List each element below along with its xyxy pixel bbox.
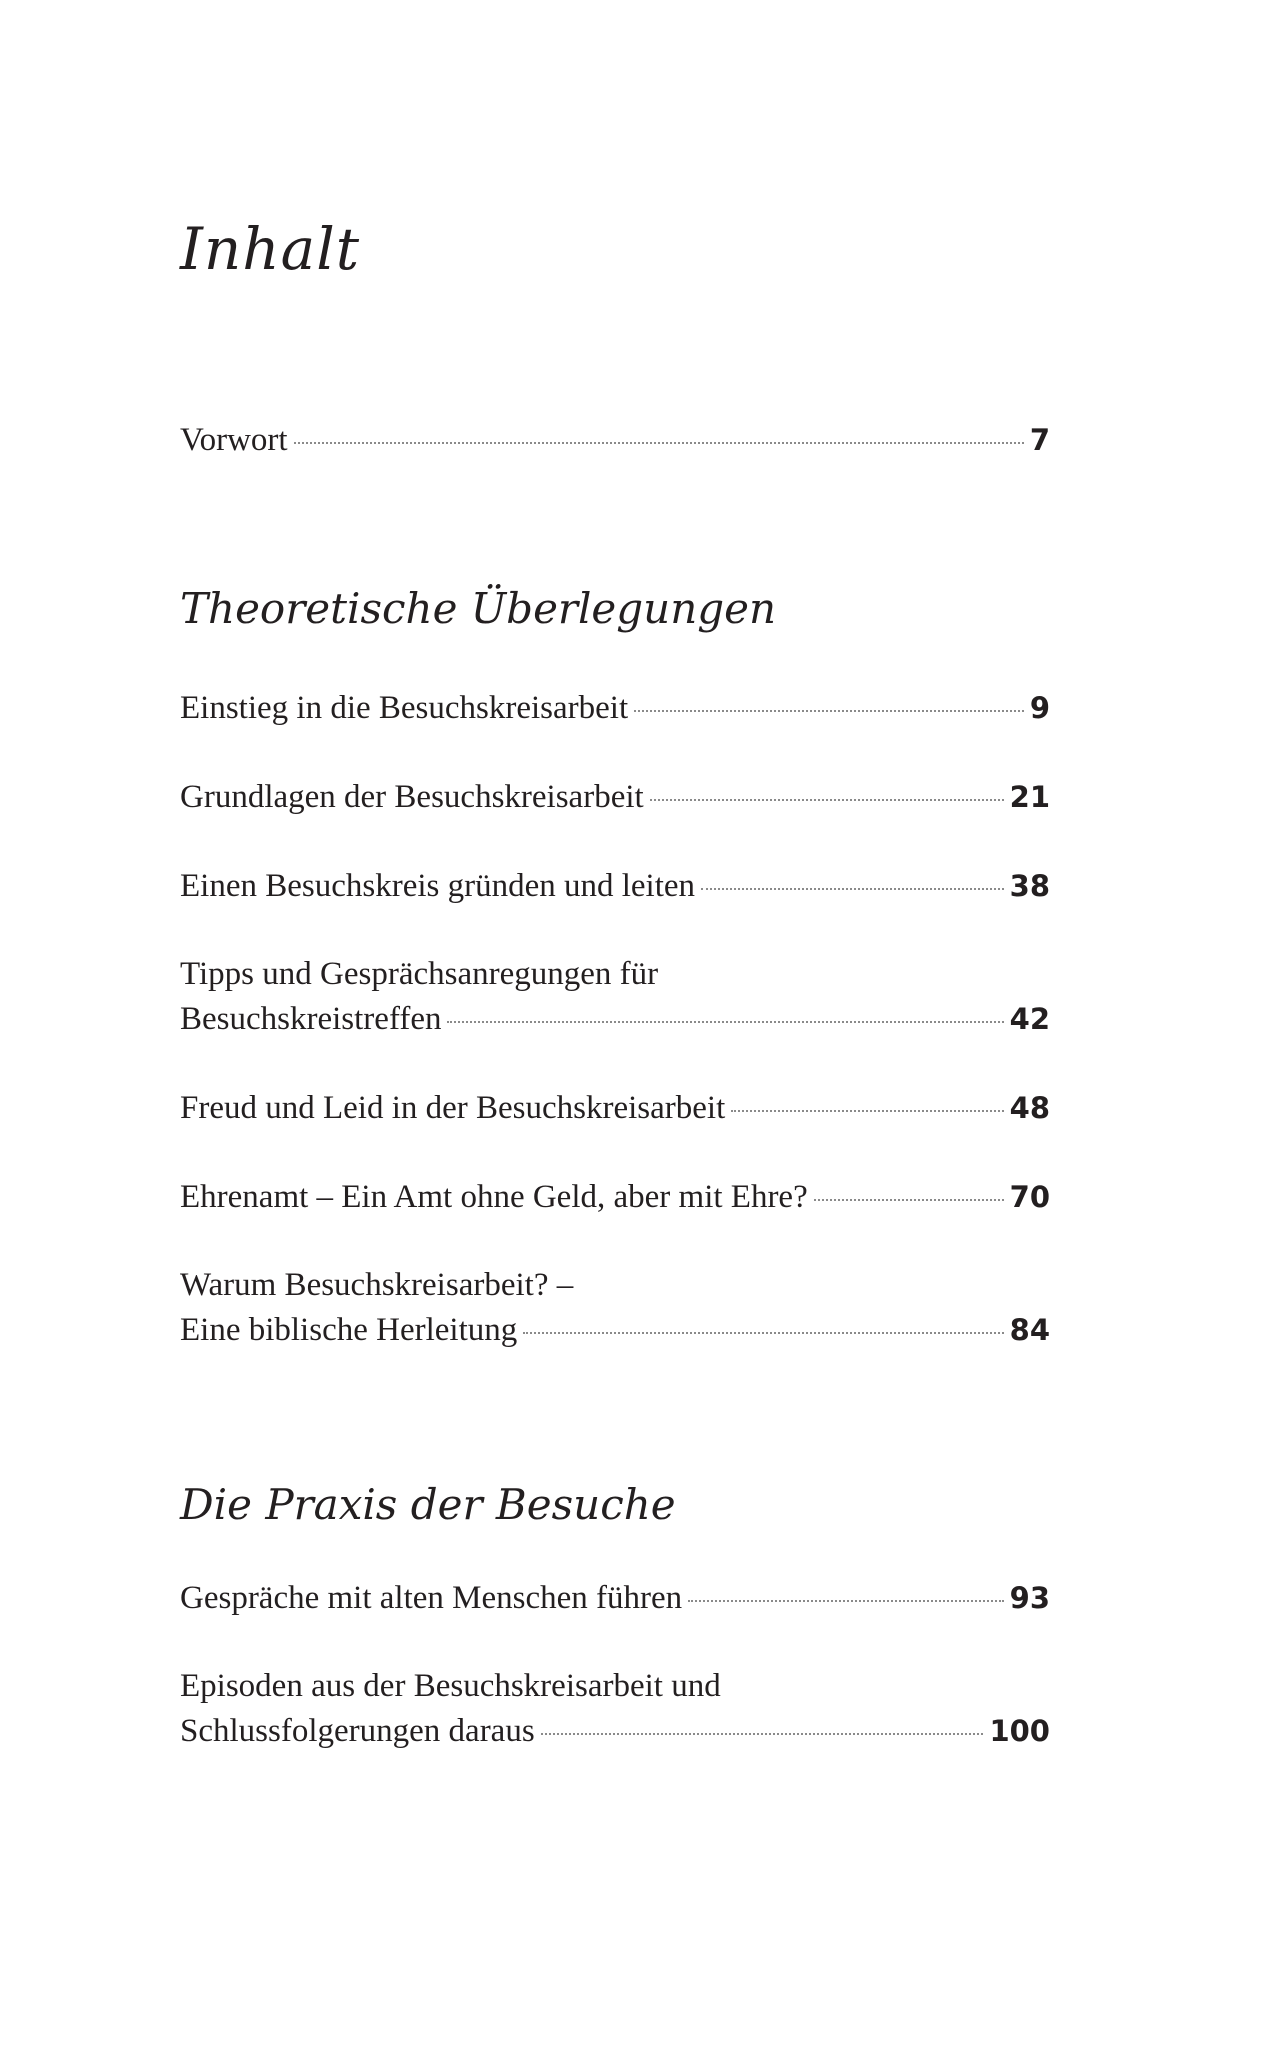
dot-leader [650,799,1004,801]
toc-entry-preface [180,418,1050,463]
toc-page-number: 100 [989,1714,1050,1748]
dot-leader [523,1332,1003,1334]
toc-entry [180,864,1050,909]
toc-entry-label: Einen Besuchskreis gründen und leiten [180,868,696,904]
toc-page-number: 48 [1009,1091,1050,1125]
toc-entry-label: Tipps und Gesprächsanregungen für [180,956,659,992]
toc-page-number: 84 [1009,1313,1050,1347]
toc-entry-label: Einstieg in die Besuchskreisarbeit [180,690,629,726]
page-title: Inhalt [180,215,361,283]
toc-entry-label: Freud und Leid in der Besuchskreisarbeit [180,1090,726,1126]
toc-entry-label-continued: Besuchskreistreffen [180,1001,442,1037]
toc-entry [180,1664,1050,1754]
dot-leader [688,1600,1004,1602]
toc-entry-label: Ehrenamt – Ein Amt ohne Geld, aber mit Ehre? [180,1179,808,1215]
toc-entry [180,952,1050,1042]
toc-page-number: 93 [1009,1581,1050,1615]
toc-entry [180,1086,1050,1131]
toc-entry-label: Episoden aus der Besuchskreisarbeit und [180,1668,721,1704]
toc-entry [180,1175,1050,1220]
toc-page-number: 9 [1029,691,1050,725]
dot-leader [701,888,1004,890]
dot-leader [294,442,1024,444]
toc-entry [180,775,1050,820]
dot-leader [731,1110,1003,1112]
toc-entry-label: Warum Besuchskreisarbeit? – [180,1267,574,1303]
toc-entry-label: Grundlagen der Besuchskreisarbeit [180,779,644,815]
toc-entry [180,1263,1050,1353]
dot-leader [814,1199,1004,1201]
toc-page-number: 38 [1009,869,1050,903]
toc-page-number: 7 [1029,423,1050,457]
section-heading-practice: Die Praxis der Besuche [180,1480,676,1529]
toc-entry-label-continued: Eine biblische Herleitung [180,1312,518,1348]
dot-leader [634,710,1024,712]
section-heading-theory: Theoretische Überlegungen [180,584,777,633]
toc-entry-label: Vorwort [180,422,288,458]
toc-page-number: 70 [1009,1180,1050,1214]
dot-leader [447,1021,1003,1023]
toc-page-number: 21 [1009,780,1050,814]
toc-entry [180,1576,1050,1621]
dot-leader [541,1733,984,1735]
toc-page-number: 42 [1009,1002,1050,1036]
toc-entry [180,686,1050,731]
toc-entry-label: Gespräche mit alten Menschen führen [180,1580,683,1616]
toc-entry-label-continued: Schlussfolgerungen daraus [180,1713,535,1749]
